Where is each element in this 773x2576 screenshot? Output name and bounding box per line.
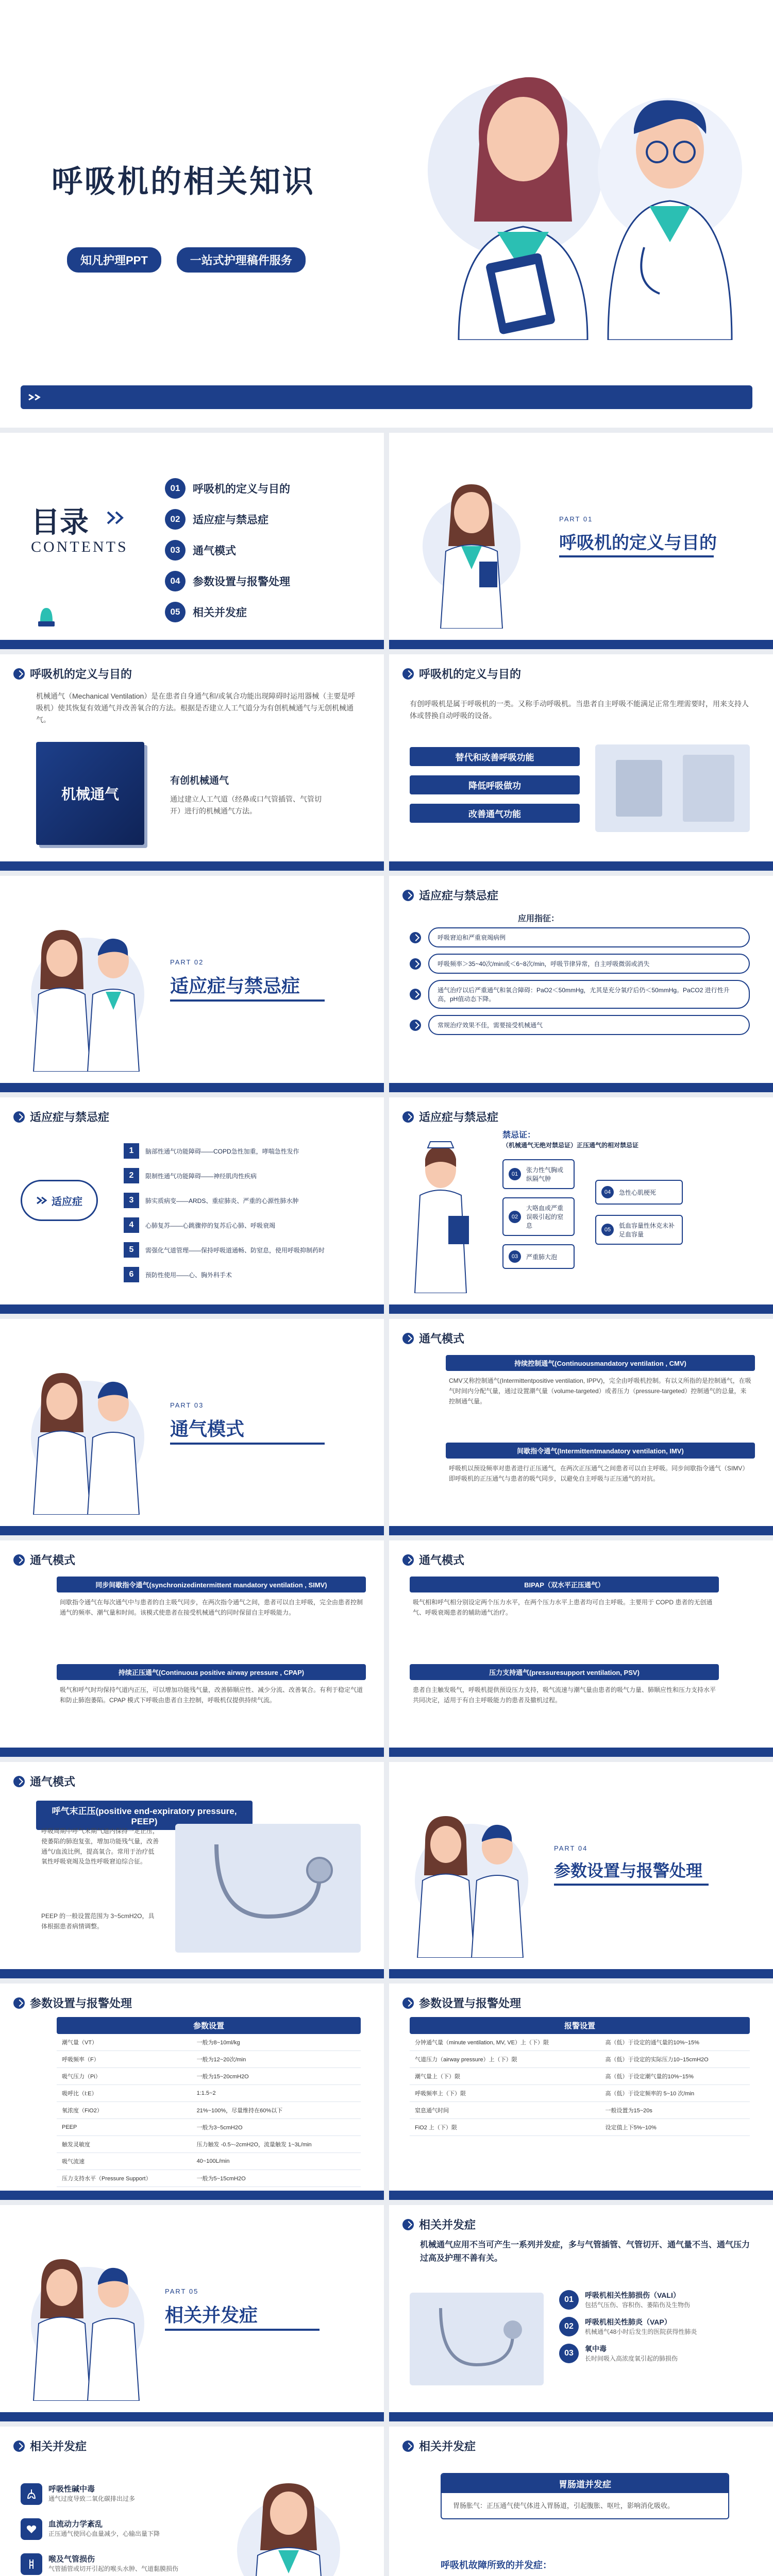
item-bullet-icon (410, 932, 421, 943)
table-row: PEEP 一般为3~5cmH2O (57, 2119, 361, 2136)
mode-slide-2 (0, 1540, 384, 1757)
complication-list (559, 2290, 755, 2363)
slide-heading: 通气模式 (402, 1552, 464, 1568)
toc-number: 03 (165, 540, 186, 561)
box-title: 应用指征： (518, 914, 560, 923)
purpose-item: 改善通气功能 (410, 804, 580, 823)
divider (170, 999, 325, 1002)
complications-slide-1 (389, 2205, 773, 2421)
slide-footer-bar (389, 1969, 773, 1978)
slide-footer-bar (389, 640, 773, 649)
part01-slide (389, 433, 773, 649)
box-text: 胃肠胀气：正压通气使气体进入胃肠道，引起腹胀、呕吐，影响消化吸收。 (453, 2502, 675, 2510)
slide-footer-bar (389, 2412, 773, 2421)
cover-tag-1: 知凡护理PPT (67, 247, 161, 273)
toc-number: 04 (165, 571, 186, 591)
table-row: 压力支持水平（Pressure Support） 一般为5~15cmH2O (57, 2170, 361, 2187)
table-row: 呼吸频率（F） 一般为12~20次/min (57, 2051, 361, 2068)
row-text: 肺实质病变——ARDS、重症肺炎、严重的心源性肺水肿 (145, 1197, 299, 1205)
complication-item: 01 呼吸机相关性肺损伤（VALI） 包括气压伤、容积伤、萎陷伤及生物伤 (559, 2290, 755, 2310)
cover-tag-2: 一站式护理稿件服务 (177, 247, 306, 273)
indications-slide-2 (0, 1097, 384, 1314)
slide-heading: 相关并发症 (13, 2438, 87, 2454)
slide-heading: 适应症与禁忌症 (13, 1109, 109, 1125)
part-label: PART 01 (559, 515, 593, 523)
table-row: 分钟通气量（minute ventilation, MV, VE）上（下）限 高（低）于设定的通气量的10%~15% (410, 2034, 750, 2051)
mode-header: 呼气末正压(positive end-expiratory pressure, PEEP) (36, 1801, 253, 1830)
slide-footer-bar (389, 1526, 773, 1535)
toc-label: 相关并发症 (193, 607, 247, 619)
slide-heading: 参数设置与报警处理 (13, 1995, 132, 2011)
divider (554, 1884, 709, 1886)
toc-item[interactable] (165, 504, 290, 535)
part-label: PART 05 (165, 2287, 199, 2295)
indication-text: 常规治疗效果不佳，需要接受机械通气 (428, 1015, 750, 1035)
mode-header: BIPAP（双水平正压通气） (410, 1577, 719, 1592)
definition-slide-2 (389, 654, 773, 871)
section-title: 呼吸机故障所致的并发症： (441, 2560, 552, 2570)
contra-item: 02 大咯血或严重误吸引起的窒息 (502, 1197, 575, 1236)
slide-footer-bar (389, 1304, 773, 1314)
ventilator-unit-shape (616, 760, 662, 817)
definition-intro: 有创呼吸机是属于呼吸机的一类。又称手动呼吸机。当患者自主呼吸不能满足正常生理需要时，用来支持人体或替换自动呼吸的设备。 (410, 700, 749, 720)
doctors-pair-illustration (26, 2246, 149, 2401)
stethoscope-icon (410, 2293, 544, 2385)
complication-item: 喉及气管损伤 气管插管或切开引起的喉头水肿、气道黏膜损伤 (21, 2553, 191, 2575)
contra-item: 03 严重肺大泡 (502, 1244, 575, 1269)
indication-item (410, 1015, 750, 1035)
complication-intro: 机械通气应用不当可产生一系列并发症，多与气管插管、气管切开、通气量不当、通气压力过高及护理不善有关。 (420, 2241, 750, 2263)
mode-text: 患者自主触发吸气，呼吸机提供预设压力支持，吸气流速与潮气量由患者的吸气力量、肺顺应性和压力支持水平共同决定，适用于有自主呼吸能力的患者及撤机过程。 (413, 1686, 716, 1704)
cover-bottom-bar (21, 385, 752, 409)
gi-box (441, 2473, 729, 2519)
doctors-illustration (402, 52, 773, 340)
heading-bullet-icon (13, 2441, 25, 2452)
heading-bullet-icon (402, 1997, 414, 2009)
toc-label: 适应症与禁忌症 (193, 514, 268, 526)
mode-text: 吸气和呼气时均保持气道内正压，可以增加功能残气量，改善肺顺应性、减少分流、改善氧合。有利于稳定气道和防止肺泡萎陷。CPAP 模式下呼吸由患者自主控制，呼吸机仅提供持续气流。 (60, 1686, 363, 1704)
female-doctor-illustration (420, 474, 523, 629)
row-text: 心肺复苏——心跳骤停的复苏后心肺、呼吸衰竭 (145, 1222, 276, 1229)
toc-title-cn: 目录 (31, 507, 89, 539)
heading-bullet-icon (13, 1554, 25, 1566)
monitor-shape (683, 755, 734, 822)
mode-block (446, 1355, 755, 1412)
divider (559, 555, 714, 557)
toc-slide (0, 433, 384, 649)
indication-row (124, 1139, 371, 1163)
mode-block (410, 1664, 719, 1711)
part02-slide (0, 876, 384, 1092)
indication-item (410, 980, 750, 1009)
mode-text: 间歇指令通气在每次通气中与患者的自主吸气同步，在两次指令通气之间，患者可以自主呼吸，完全由患者控制通气的频率、潮气量和时间。该模式使患者在接受机械通气的同时保留自主呼吸能力。 (60, 1599, 363, 1616)
slide-heading: 呼吸机的定义与目的 (13, 666, 132, 682)
toc-item[interactable] (165, 597, 290, 628)
slide-footer-bar (0, 2191, 384, 2200)
slide-footer-bar (0, 2412, 384, 2421)
row-number: 5 (124, 1242, 139, 1258)
contra-list-left (502, 1159, 575, 1269)
slide-footer-bar (389, 1748, 773, 1757)
alarm-table-wrap (410, 2017, 750, 2136)
part-label: PART 03 (170, 1401, 204, 1409)
row-text: 限制性通气功能障碍——神经肌肉性疾病 (145, 1172, 257, 1180)
subsection-text: 通过建立人工气道（经鼻或口气管插管、气管切开）进行的机械通气方法。 (170, 795, 322, 816)
mode-block (410, 1577, 719, 1623)
complications-slide-3 (389, 2427, 773, 2576)
slide-footer-bar (0, 640, 384, 649)
toc-item[interactable] (165, 566, 290, 597)
mode-text: 呼吸机以预设频率对患者进行正压通气，在两次正压通气之间患者可以自主呼吸。同步间歇指令通气（SIMV）即呼吸机的正压通气与患者的吸气同步，以避免自主呼吸与正压通气的对抗。 (449, 1465, 749, 1482)
item-bullet-icon (410, 958, 421, 970)
mode-text-2: PEEP 的一般设置范围为 3~5cmH2O，具体根据患者病情调整。 (41, 1912, 155, 1930)
alarm-slide (389, 1984, 773, 2200)
alarm-table (410, 2034, 750, 2136)
table-row: 吸气流速 40~100L/min (57, 2153, 361, 2170)
table-row: 吸气压力（Pi） 一般为15~20cmH2O (57, 2068, 361, 2085)
stethoscope-icon (175, 1824, 361, 1953)
row-number: 1 (124, 1143, 139, 1159)
heading-bullet-icon (402, 2219, 414, 2230)
medical-photo (410, 2293, 544, 2385)
table-row: 呼吸频率上（下）限 高（低）于设定频率的 5~10 次/min (410, 2085, 750, 2102)
table-row: 吸呼比（I:E） 1:1.5~2 (57, 2085, 361, 2102)
cover-slide (0, 0, 773, 428)
throat-icon (21, 2553, 42, 2575)
toc-number: 01 (165, 478, 186, 499)
row-text: 脑部性通气功能障碍——COPD急性加重，哮喘急性发作 (145, 1147, 299, 1155)
contra-title: 禁忌证： (502, 1131, 536, 1140)
part04-slide (389, 1762, 773, 1978)
part-title: 相关并发症 (165, 2304, 258, 2326)
slide-footer-bar (0, 1083, 384, 1092)
box-header: 胃肠道并发症 (442, 2474, 728, 2493)
toc-title-en: CONTENTS (31, 538, 128, 555)
indication-item (410, 954, 750, 974)
divider (170, 1443, 325, 1445)
params-table-wrap (57, 2017, 361, 2187)
doctors-pair-illustration (26, 917, 149, 1072)
complication-list (21, 2483, 191, 2575)
mode-header: 持续控制通气(Continuousmandatory ventilation , CMV) (446, 1355, 755, 1371)
part-title: 通气模式 (170, 1418, 245, 1439)
heading-bullet-icon (402, 668, 414, 680)
table-row: 窒息通气时间 一般设置为15~20s (410, 2102, 750, 2119)
ventilator-photo (595, 744, 750, 832)
nurse-illustration (399, 1139, 482, 1293)
indication-item (410, 927, 750, 947)
mode-block (57, 1664, 366, 1711)
mode-header: 持续正压通气(Continuous positive airway pressure , CPAP) (57, 1664, 366, 1680)
indications-slide-1 (389, 876, 773, 1092)
part-label: PART 02 (170, 958, 204, 966)
doctors-pair-illustration (410, 1803, 533, 1958)
row-number: 6 (124, 1267, 139, 1282)
book-image (36, 742, 144, 845)
mode-block (57, 1577, 366, 1623)
slide-footer-bar (389, 861, 773, 871)
heading-bullet-icon (13, 668, 25, 680)
heading-bullet-icon (402, 1111, 414, 1123)
table-header: 参数设置 (57, 2017, 361, 2034)
part-label: PART 04 (554, 1844, 588, 1852)
heading-bullet-icon (402, 1333, 414, 1344)
purpose-item: 替代和改善呼吸功能 (410, 747, 580, 766)
indication-text: 呼吸窘迫和严重衰竭病例 (428, 927, 750, 947)
slide-footer-bar (0, 1748, 384, 1757)
contra-subtitle: （机械通气无绝对禁忌证）正压通气的相对禁忌证 (502, 1142, 639, 1149)
item-bullet-icon (410, 1020, 421, 1031)
slide-heading: 相关并发症 (402, 2216, 476, 2232)
indication-list (410, 927, 750, 1035)
definition-slide-1 (0, 654, 384, 871)
cover-title: 呼吸机的相关知识 (52, 164, 315, 199)
heading-bullet-icon (13, 1776, 25, 1787)
mode-text: 呼吸周期中呼气末期气道内保持一定正压，使萎陷的肺泡复张，增加功能残气量，改善通气/血流比例，提高氧合。常用于治疗低氧性呼吸衰竭及急性呼吸窘迫综合征。 (41, 1827, 159, 1866)
indication-row (124, 1213, 371, 1238)
double-chevron-icon (106, 510, 126, 526)
slide-heading: 参数设置与报警处理 (402, 1995, 521, 2011)
toc-item[interactable] (165, 535, 290, 566)
heading-bullet-icon (402, 2441, 414, 2452)
slide-footer-bar (389, 1083, 773, 1092)
mode-block (446, 1443, 755, 1489)
contra-item: 05 低血容量性休克未补足血容量 (595, 1215, 683, 1245)
book-title: 机械通气 (61, 787, 119, 803)
contraindications-slide (389, 1097, 773, 1314)
indication-row (124, 1163, 371, 1188)
indication-text: 通气治疗以后严重通气和氧合障碍：PaO2＜50mmHg，尤其是充分氧疗后仍＜50mmHg。PaCO2 进行性升高，pH值动态下降。 (428, 980, 750, 1009)
toc-label: 参数设置与报警处理 (193, 576, 290, 588)
row-number: 4 (124, 1217, 139, 1233)
table-row: 潮气量（VT） 一般为8~10ml/kg (57, 2034, 361, 2051)
fault-section (441, 2558, 729, 2576)
part-title: 参数设置与报警处理 (554, 1861, 703, 1880)
complication-item: 02 呼吸机相关性肺炎（VAP） 机械通气48小时后发生的医院获得性肺炎 (559, 2317, 755, 2336)
mode-slide-1 (389, 1319, 773, 1535)
table-row: 氧浓度（FiO2） 21%~100%，尽量维持在60%以下 (57, 2102, 361, 2119)
heading-bullet-icon (13, 1111, 25, 1123)
complication-item: 呼吸性碱中毒 通气过度导致二氧化碳排出过多 (21, 2483, 191, 2505)
slide-footer-bar (0, 1969, 384, 1978)
toc-label: 呼吸机的定义与目的 (193, 483, 290, 495)
heart-icon (21, 2518, 42, 2540)
table-row: 潮气量上（下）限 高（低）于设定潮气量的10%~15% (410, 2068, 750, 2085)
stethoscope-photo (175, 1824, 361, 1953)
contra-list-right (595, 1180, 683, 1245)
mode-slide-3 (389, 1540, 773, 1757)
slide-heading: 适应症与禁忌症 (402, 887, 498, 903)
alarm-light-icon (36, 603, 57, 629)
slide-footer-bar (389, 2191, 773, 2200)
part-title: 呼吸机的定义与目的 (559, 533, 717, 553)
slide-heading: 通气模式 (13, 1773, 75, 1789)
indication-text: 呼吸频率＞35~40次/min或＜6~8次/min，呼吸节律异常，自主呼吸微弱或消失 (428, 954, 750, 974)
slide-heading: 适应症与禁忌症 (402, 1109, 498, 1125)
params-slide (0, 1984, 384, 2200)
toc-item[interactable] (165, 473, 290, 504)
lungs-icon (21, 2483, 42, 2505)
doctors-pair-illustration (26, 1360, 149, 1515)
heading-bullet-icon (402, 1554, 414, 1566)
contra-item: 01 张力性气胸或纵隔气肿 (502, 1159, 575, 1189)
table-header: 报警设置 (410, 2017, 750, 2034)
double-arrow-icon (28, 394, 48, 401)
row-number: 2 (124, 1168, 139, 1183)
slide-footer-bar (0, 861, 384, 871)
table-row: 气道压力（airway pressure）上（下）限 高（低）于设定的实际压力10~15cmH2O (410, 2051, 750, 2068)
toc-label: 通气模式 (193, 545, 236, 557)
row-text: 预防性使用——心、胸外科手术 (145, 1271, 232, 1279)
slide-heading: 呼吸机的定义与目的 (402, 666, 521, 682)
divider (165, 2329, 320, 2331)
part05-slide (0, 2205, 384, 2421)
heading-bullet-icon (13, 1997, 25, 2009)
slide-heading: 相关并发症 (402, 2438, 476, 2454)
purpose-list (410, 747, 580, 823)
toc-number: 02 (165, 509, 186, 530)
slide-heading: 通气模式 (13, 1552, 75, 1568)
params-table (57, 2034, 361, 2187)
heading-bullet-icon (402, 890, 414, 901)
mode-text: 吸气相和呼气相分别设定两个压力水平，在两个压力水平上患者均可自主呼吸。主要用于 COPD 患者的无创通气、呼吸衰竭患者的辅助通气治疗。 (413, 1599, 713, 1616)
toc-list (165, 473, 290, 628)
indication-numbered-list (124, 1139, 371, 1287)
table-row: FiO2 上（下）限 设定值上下5%~10% (410, 2119, 750, 2136)
female-doctor-illustration (232, 2473, 345, 2576)
center-tag: 适应症 (21, 1180, 98, 1221)
toc-number: 05 (165, 602, 186, 622)
mode-header: 间歇指令通气(Intermittentmandatory ventilation, IMV) (446, 1443, 755, 1459)
row-number: 3 (124, 1193, 139, 1208)
chevron-right-icon (36, 1196, 47, 1205)
complication-item: 03 氧中毒 长时间吸入高浓度氧引起的肺损伤 (559, 2344, 755, 2363)
purpose-item: 降低呼吸做功 (410, 775, 580, 794)
mode-text: CMV又称控制通气(Intermittentpositive ventilation, IPPV)，完全由呼吸机控制。有以义所指的是控制通气，在吸气时间内分配气量，通过设置潮气量（volume-targeted）或者压力（pressure-targeted）控制通气的总量，来控制通气量。 (449, 1377, 751, 1405)
mode-header: 压力支持通气(pressuresupport ventilation, PSV) (410, 1664, 719, 1680)
mode-header: 同步间歇指令通气(synchronizedintermittent mandatory ventilation , SIMV) (57, 1577, 366, 1592)
part03-slide (0, 1319, 384, 1535)
item-bullet-icon (410, 989, 421, 1000)
subsection-title: 有创机械通气 (170, 775, 229, 786)
slide-footer-bar (0, 1304, 384, 1314)
slide-footer-bar (0, 1526, 384, 1535)
indication-row (124, 1188, 371, 1213)
complication-item: 血流动力学紊乱 正压通气使回心血量减少，心输出量下降 (21, 2518, 191, 2540)
contra-item: 04 急性心肌梗死 (595, 1180, 683, 1205)
row-text: 需强化气道管理——保持呼吸道通畅、防窒息，使用呼吸抑制药时 (145, 1246, 325, 1254)
part-title: 适应症与禁忌症 (170, 975, 300, 996)
table-row: 触发灵敏度 压力触发 -0.5~-2cmH2O，流量触发 1~3L/min (57, 2136, 361, 2153)
indication-row (124, 1238, 371, 1262)
mode-slide-4 (0, 1762, 384, 1978)
slide-heading: 通气模式 (402, 1330, 464, 1346)
indication-row (124, 1262, 371, 1287)
complications-slide-2 (0, 2427, 384, 2576)
definition-intro: 机械通气（Mechanical Ventilation）是在患者自身通气和/或氧合功能出现障碍时运用器械（主要是呼吸机）使其恢复有效通气并改善氧合的方法。根据是否建立人工气道分为有创机械通气与无创机械通气。 (36, 692, 356, 724)
